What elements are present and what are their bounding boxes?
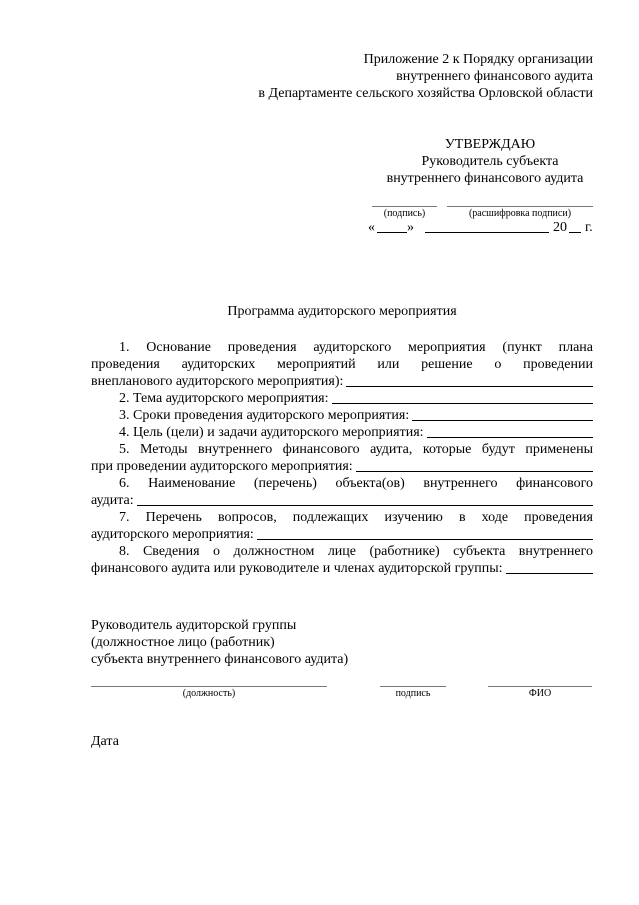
signoff-line-2: (должностное лицо (работник): [91, 635, 275, 650]
year-prefix: 20: [553, 220, 567, 235]
item-1-fill-line[interactable]: [346, 386, 593, 387]
item-6-line-2: [91, 492, 593, 509]
item-3-fill-line[interactable]: [412, 420, 593, 421]
item-4-text: 4. Цель (цели) и задачи аудиторского мероприятия:: [119, 425, 424, 440]
item-4: [91, 424, 593, 441]
date-close-quote: »: [407, 220, 414, 235]
signature-caption: (подпись): [383, 208, 426, 219]
item-3: [91, 407, 593, 424]
item-6-text-2: аудита:: [91, 493, 134, 508]
item-7-text-2: аудиторского мероприятия:: [91, 527, 254, 542]
appendix-line-3: в Департаменте сельского хозяйства Орловской области: [258, 86, 593, 101]
item-5-line-2: [91, 458, 593, 475]
item-1-line-2: проведения аудиторских мероприятий или решение о проведении: [91, 357, 593, 372]
appendix-line-1: Приложение 2 к Порядку организации: [363, 52, 593, 67]
item-1-text-3: внепланового аудиторского мероприятия):: [91, 374, 344, 389]
signoff-line-1: Руководитель аудиторской группы: [91, 618, 297, 633]
decode-caption: (расшифровка подписи): [468, 208, 572, 219]
item-6-line-1: 6. Наименование (перечень) объекта(ов) внутреннего финансового: [119, 476, 593, 491]
item-8-line-1: 8. Сведения о должностном лице (работнике) субъекта внутреннего: [119, 544, 593, 559]
approval-line-2: внутреннего финансового аудита: [386, 171, 584, 186]
item-5-line-1: 5. Методы внутреннего финансового аудита, которые будут применены: [119, 442, 593, 457]
program-title: Программа аудиторского мероприятия: [227, 304, 457, 319]
item-5-text-2: при проведении аудиторского мероприятия:: [91, 459, 353, 474]
item-2: [91, 390, 593, 407]
date-open-quote: «: [368, 220, 375, 235]
approval-line-1: Руководитель субъекта: [421, 154, 559, 169]
name-line[interactable]: [488, 686, 592, 687]
signature-line: [372, 206, 437, 207]
signoff-signature-caption: подпись: [395, 688, 431, 699]
decode-line: [447, 206, 593, 207]
month-line: [425, 232, 549, 233]
day-line: [377, 232, 407, 233]
signoff-line-3: субъекта внутреннего финансового аудита): [91, 652, 349, 667]
item-7-line-1: 7. Перечень вопросов, подлежащих изучению в ходе проведения: [119, 510, 593, 525]
position-line[interactable]: [91, 686, 327, 687]
item-7-line-2: [91, 526, 593, 543]
item-4-fill-line[interactable]: [427, 437, 593, 438]
item-2-fill-line[interactable]: [332, 403, 593, 404]
item-5-fill-line[interactable]: [356, 471, 593, 472]
item-1-line-3: [91, 373, 593, 390]
item-7-fill-line[interactable]: [257, 539, 593, 540]
date-label: Дата: [91, 734, 119, 749]
item-2-text: 2. Тема аудиторского мероприятия:: [119, 391, 329, 406]
item-8-fill-line[interactable]: [506, 573, 593, 574]
approval-title: УТВЕРЖДАЮ: [444, 137, 536, 152]
item-8-line-2: [91, 560, 593, 577]
item-1-line-1: 1. Основание проведения аудиторского мероприятия (пункт плана: [119, 340, 593, 355]
signoff-signature-line[interactable]: [380, 686, 446, 687]
item-3-text: 3. Сроки проведения аудиторского мероприятия:: [119, 408, 410, 423]
approval-date-row: [368, 219, 608, 236]
item-6-fill-line[interactable]: [137, 505, 593, 506]
year-suffix: г.: [585, 220, 593, 235]
name-caption: ФИО: [528, 688, 552, 699]
year-line: [569, 232, 581, 233]
appendix-line-2: внутреннего финансового аудита: [396, 69, 593, 84]
item-8-text-2: финансового аудита или руководителе и членах аудиторской группы:: [91, 561, 503, 576]
position-caption: (должность): [182, 688, 236, 699]
